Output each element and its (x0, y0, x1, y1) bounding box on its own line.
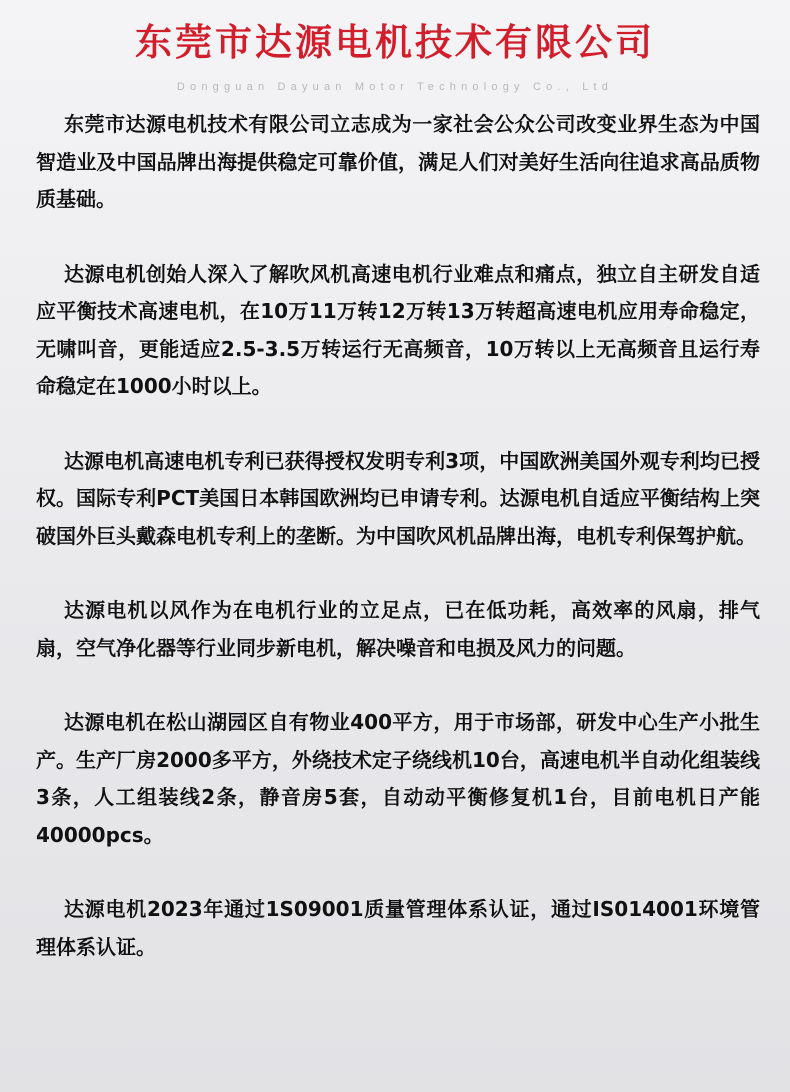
paragraph-technology: 达源电机创始人深入了解吹风机高速电机行业难点和痛点，独立自主研发自适应平衡技术高速电机，在10万11万转12万转13万转超高速电机应用寿命稳定，无啸叫音，更能适应2.5-3.5万转运行无高频音，10万转以上无高频音且运行寿命稳定在1000小时以上。 (36, 261, 760, 398)
paragraph-facilities: 达源电机在松山湖园区自有物业400平方，用于市场部，研发中心生产小批生产。生产厂房2000多平方，外绕技术定子绕线机10台，高速电机半自动化组装线3条，人工组装线2条，静音房5套，自动动平衡修复机1台，目前电机日产能40000pcs。 (36, 710, 760, 847)
paragraph-certification: 达源电机2023年通过1S09001质量管理体系认证，通过IS014001环境管理体系认证。 (36, 897, 760, 959)
paragraph-patents: 达源电机高速电机专利已获得授权发明专利3项，中国欧洲美国外观专利均已授权。国际专利PCT美国日本韩国欧洲均已申请专利。达源电机自适应平衡结构上突破国外巨头戴森电机专利上的垄断。为中国吹风机品牌出海，电机专利保驾护航。 (36, 448, 760, 548)
paragraph-mission: 东莞市达源电机技术有限公司立志成为一家社会公众公司改变业界生态为中国智造业及中国品牌出海提供稳定可靠价值，满足人们对美好生活向往追求高品质物质基础。 (36, 112, 760, 211)
company-title: 东莞市达源电机技术有限公司 (135, 21, 655, 64)
paragraph-fans: 达源电机以风作为在电机行业的立足点，已在低功耗，高效率的风扇，排气扇，空气净化器等行业同步新电机，解决噪音和电损及风力的问题。 (36, 598, 760, 660)
intro-content (36, 106, 760, 1003)
company-english-name: Dongguan Dayuan Motor Technology Co., Ltd (176, 81, 614, 93)
